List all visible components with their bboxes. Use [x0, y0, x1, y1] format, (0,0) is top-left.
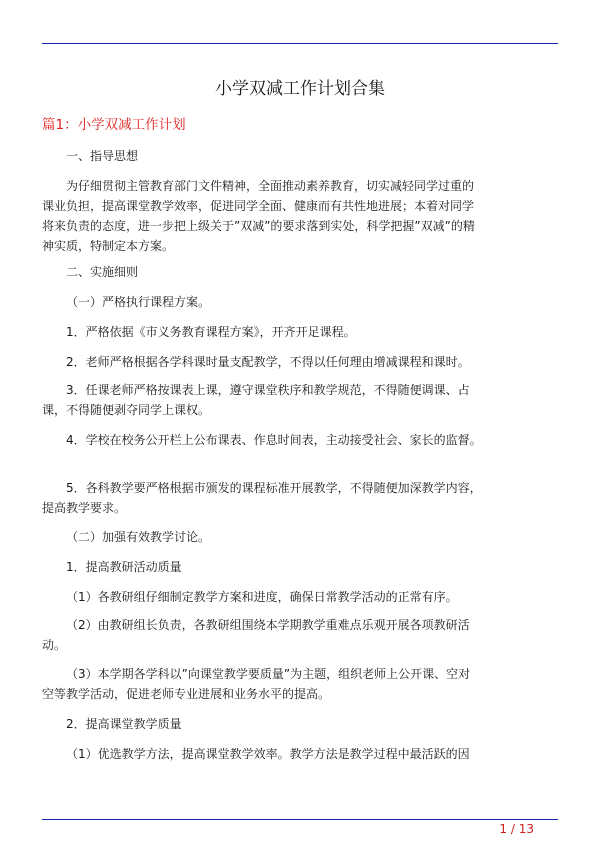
paragraph: 为仔细贯彻主管教育部门文件精神，全面推动素养教育，切实减轻同学过重的课业负担，提高课堂教学效率，促进同学全面、健康而有共性地进展；本着对同学将来负责的态度，进一步把上级关于”双减”的要求落到实处，科学把握”双减”的精神实质，特制定本方案。 — [42, 179, 475, 253]
paragraph: 5．各科教学要严格根据市颁发的课程标准开展教学，不得随便加深教学内容，提高教学要求。 — [42, 481, 482, 515]
paragraph: 3．任课老师严格按课表上课，遵守课堂秩序和教学规范，不得随便调课、占课，不得随便剥夺同学上课权。 — [42, 383, 470, 417]
footer-rule — [42, 819, 558, 820]
page-indicator: 1 / 13 — [499, 822, 534, 836]
paragraph: （二）加强有效教学讨论。 — [66, 530, 211, 544]
paragraph: 二、实施细则 — [66, 265, 139, 279]
paragraph: 1．提高教研活动质量 — [66, 560, 182, 574]
document-title: 小学双减工作计划合集 — [215, 79, 385, 99]
paragraph: （3）本学期各学科以”向课堂教学要质量”为主题，组织老师上公开课、空对空等教学活动，促进老师专业进展和业务水平的提高。 — [42, 667, 471, 701]
paragraph: 一、指导思想 — [66, 149, 139, 163]
paragraph: （2）由教研组长负责，各教研组围绕本学期教学重难点乐观开展各项教研活动。 — [42, 618, 470, 652]
paragraph: 1．严格依据《市义务教育课程方案》，开齐开足课程。 — [66, 325, 356, 339]
paragraph: 4．学校在校务公开栏上公布课表、作息时间表，主动接受社会、家长的监督。 — [66, 433, 482, 447]
header-rule — [42, 43, 558, 44]
section-heading: 篇1：小学双减工作计划 — [42, 117, 186, 133]
paragraph: 2．老师严格根据各学科课时量支配教学，不得以任何理由增减课程和课时。 — [66, 355, 470, 369]
paragraph: （一）严格执行课程方案。 — [66, 295, 211, 309]
paragraph: （1）各教研组仔细制定教学方案和进度，确保日常教学活动的正常有序。 — [66, 590, 458, 604]
paragraph: 2．提高课堂教学质量 — [66, 717, 182, 731]
paragraph: （1）优选教学方法，提高课堂教学效率。教学方法是教学过程中最活跃的因 — [66, 747, 470, 761]
